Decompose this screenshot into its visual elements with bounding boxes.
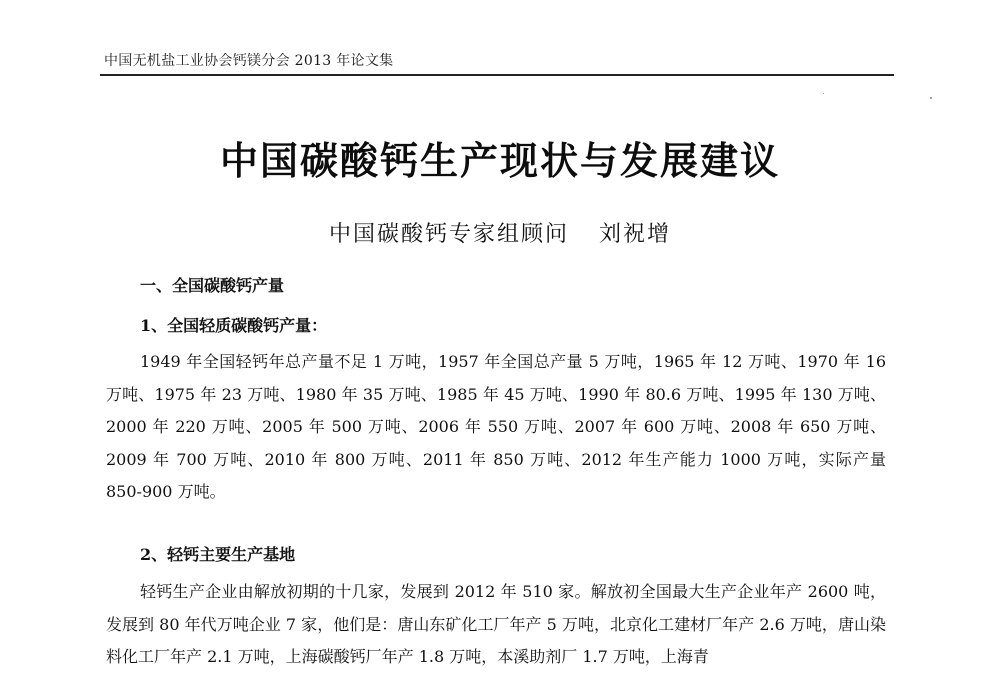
subsection-heading: 1、全国轻质碳酸钙产量：	[140, 316, 328, 335]
author-affiliation: 中国碳酸钙专家组顾问	[328, 222, 569, 247]
body-paragraph: 1949 年全国轻钙年总产量不足 1 万吨，1957 年全国总产量 5 万吨，1965 年 12 万吨、1970 年 16 万吨、1975 年 23 万吨、1980 年 35 万吨、1985 年 45 万吨、1990 年 80.6 万吨、1995 年 130 万吨、2000 年 220 万吨、2005 年 500 万吨、2006 年 550 万吨、2007 年 600 万吨、2008 年 650 万吨、2009 年 700 万吨、2010 年 800 万吨、2011 年 850 万吨、2012 年生产能力 1000 万吨，实际产量 850-900 万吨。	[106, 352, 886, 501]
body-paragraph: 轻钙生产企业由解放初期的十几家，发展到 2012 年 510 家。解放初全国最大生产企业年产 2600 吨，发展到 80 年代万吨企业 7 家，他们是：唐山东矿化工厂年产 5 万吨，北京化工建材厂年产 2.6 万吨，唐山染料化工厂年产 2.1 万吨，上海碳酸钙厂年产 1.8 万吨，本溪助剂厂 1.7 万吨，上海青	[106, 582, 886, 666]
author-line	[0, 217, 1000, 248]
page-title: 中国碳酸钙生产现状与发展建议	[219, 138, 780, 183]
section-heading: 一、全国碳酸钙产量	[140, 276, 285, 295]
scan-speck	[930, 97, 932, 99]
subsection-heading: 2、轻钙主要生产基地	[140, 545, 296, 564]
author-name: 刘祝增	[599, 222, 672, 247]
scan-speck	[823, 93, 824, 94]
header-rule	[100, 74, 894, 76]
running-header: 中国无机盐工业协会钙镁分会 2013 年论文集	[104, 53, 394, 69]
